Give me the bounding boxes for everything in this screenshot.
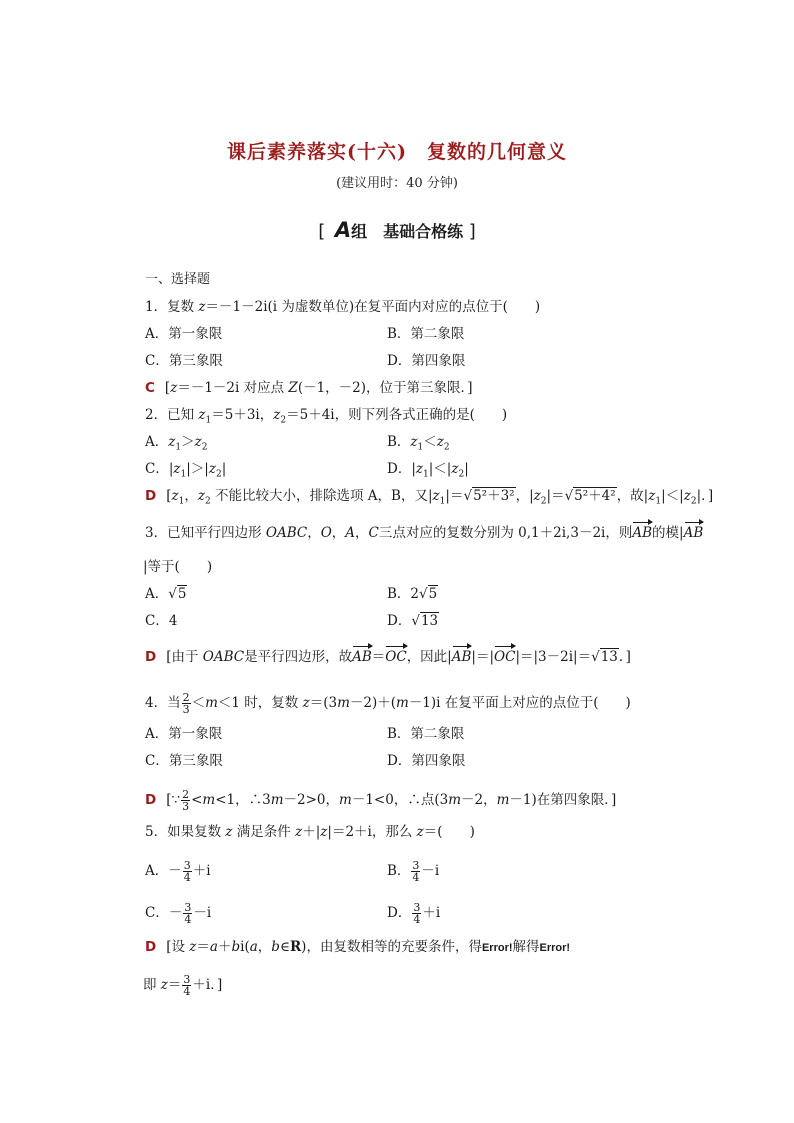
q5-option-c: C．－ $\frac{3}{4}$ －i — [145, 901, 212, 926]
q5-stem: 5．如果复数 z 满足条件 z＋|z|＝2＋i，那么 z＝( ) — [145, 824, 475, 840]
q5-option-d: D． $\frac{3}{4}$ ＋i — [387, 901, 441, 926]
q2-option-d: D．$|z_1|<|z_2|$ — [387, 461, 469, 480]
group-close-bracket: ] — [468, 221, 476, 242]
q4-answer: D [∵ $\frac{2}{3}$ <m<1，∴3m－2>0，m－1<0，∴点(3m－2，m－1)在第四象限．] — [145, 788, 617, 813]
q2-answer: D [$z_1$，$z_2$ 不能比较大小，排除选项 A，B，又$|z_1|=√5^2+3^2$，$|z_2|=√5^2+4^2$，故$|z_1|<|z_2|$．] — [145, 488, 714, 507]
q4-option-d: D．第四象限 — [387, 753, 466, 769]
q3-option-c: C．4 — [145, 613, 178, 629]
q2-option-c: C．$|z_1|>|z_2|$ — [145, 461, 227, 480]
vector-ab: AB — [683, 525, 704, 541]
q2-option-b: B．$z_1<z_2$ — [387, 434, 450, 453]
q5-answer: D [设 z＝a＋bi(a，b∈R)，由复数相等的充要条件，得Error!解得Error! — [145, 939, 571, 955]
q4-answer-letter: D — [145, 792, 157, 808]
section-heading: 一、选择题 — [145, 272, 211, 287]
q3-option-d: D．√13 — [387, 613, 439, 629]
q3-answer-letter: D — [145, 649, 157, 665]
q5-option-a: A．－ $\frac{3}{4}$ ＋i — [145, 859, 211, 884]
q3-option-b: B．2√5 — [387, 586, 438, 602]
q1-answer-letter: C — [145, 380, 155, 396]
q1-option-a: A．第一象限 — [145, 326, 223, 342]
page-title: 课后素养落实(十六) 复数的几何意义 — [227, 141, 567, 163]
q3-answer: D [由于 OABC是平行四边形，故AB＝OC，因此|AB|＝|OC|＝|3－2i|＝√13．] — [145, 649, 631, 665]
fraction-two-thirds: $\frac{2}{3}$ — [182, 691, 190, 716]
fraction-two-thirds: $\frac{2}{3}$ — [182, 788, 190, 813]
error-placeholder: Error! — [481, 942, 513, 954]
q1-stem: 1．复数 z＝－1－2i(i 为虚数单位)在复平面内对应的点位于( ) — [145, 299, 541, 315]
fraction-three-quarters: $\frac{3}{4}$ — [412, 859, 420, 884]
q4-option-b: B．第二象限 — [387, 726, 465, 742]
q3-stem: 3．已知平行四边形 OABC，O，A，C三点对应的复数分别为 0,1＋2i,3－2i，则AB的模|AB — [145, 525, 704, 541]
group-heading — [0, 218, 794, 242]
q1-option-b: B．第二象限 — [387, 326, 465, 342]
vector-ab: AB — [352, 649, 372, 665]
sqrt-symbol: √13 — [411, 613, 439, 629]
q2-stem: 2．已知 $z_1=5+3i$，$z_2=5+4i$，则下列各式正确的是( ) — [145, 407, 508, 426]
sqrt-symbol: √5 — [168, 586, 187, 602]
q5-option-b: B． $\frac{3}{4}$ －i — [387, 859, 440, 884]
fraction-three-quarters: $\frac{3}{4}$ — [183, 973, 191, 998]
sqrt-symbol: √5 — [419, 586, 438, 602]
error-placeholder: Error! — [539, 942, 571, 954]
q4-option-a: A．第一象限 — [145, 726, 223, 742]
group-label: 组 基础合格练 — [351, 222, 464, 241]
vector-ab: AB — [632, 525, 653, 541]
sqrt-symbol: √13 — [591, 649, 618, 665]
q4-stem: 4．当 $\frac{2}{3}$ ＜m＜1 时，复数 z＝(3m－2)＋(m－1)i 在复平面上对应的点位于( ) — [145, 691, 631, 716]
time-hint: (建议用时：40 分钟) — [336, 176, 458, 191]
q2-option-a: A．$z_1>z_2$ — [145, 434, 208, 453]
vector-oc: OC — [385, 649, 407, 665]
q5-answer-cont: 即 z＝ $\frac{3}{4}$ ＋i．] — [143, 973, 223, 998]
sqrt-symbol: √5²＋4² — [564, 488, 616, 504]
vector-ab: AB — [451, 649, 472, 665]
q1-option-d: D．第四象限 — [387, 353, 466, 369]
fraction-three-quarters: $\frac{3}{4}$ — [413, 901, 421, 926]
q5-answer-letter: D — [145, 939, 157, 955]
q3-stem-cont: |等于( ) — [143, 559, 213, 575]
fraction-three-quarters: $\frac{3}{4}$ — [184, 901, 192, 926]
vector-oc: OC — [494, 649, 516, 665]
q1-answer: C [z＝－1－2i 对应点 Z(－1，－2)，位于第三象限．] — [145, 380, 473, 396]
fraction-three-quarters: $\frac{3}{4}$ — [183, 859, 191, 884]
q3-option-a: A．√5 — [145, 586, 187, 602]
group-open-bracket: [ — [318, 221, 326, 242]
sqrt-symbol: √5²＋3² — [463, 488, 515, 504]
q2-answer-letter: D — [145, 488, 157, 504]
q1-option-c: C．第三象限 — [145, 353, 223, 369]
group-letter: A — [334, 218, 352, 242]
q4-option-c: C．第三象限 — [145, 753, 223, 769]
